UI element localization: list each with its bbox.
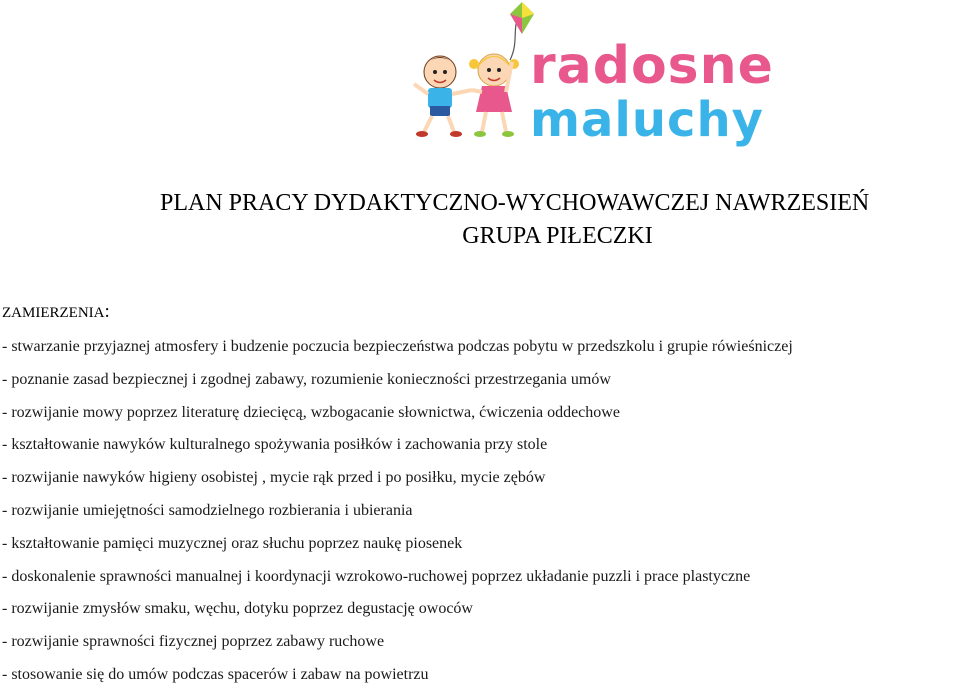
list-item: - rozwijanie mowy poprzez literaturę dziecięcą, wzbogacanie słownictwa, ćwiczenia oddechowe [2, 403, 620, 421]
list-item: - rozwijanie umiejętności samodzielnego rozbierania i ubierania [2, 501, 413, 519]
list-item: - rozwijanie sprawności fizycznej poprzez zabawy ruchowe [2, 633, 385, 651]
document-title: PLAN PRACY DYDAKTYCZNO-WYCHOWAWCZEJ NAWRZESIEŃ [160, 190, 870, 216]
list-item: - poznanie zasad bezpiecznej i zgodnej zabawy, rozumienie konieczności przestrzegania umów [2, 370, 611, 388]
section-heading-label: ZAMIERZENIA [2, 305, 105, 321]
logo-text-maluchy: maluchy [530, 92, 764, 148]
goals-list [2, 335, 793, 696]
list-item: - stosowanie się do umów podczas spacerów i zabaw na powietrzu [2, 665, 429, 683]
boy-icon [414, 56, 472, 137]
kite-icon [510, 2, 534, 34]
group-subtitle: GRUPA PIŁECZKI [462, 223, 653, 249]
list-item: - rozwijanie zmysłów smaku, węchu, dotyku poprzez degustację owoców [2, 600, 473, 618]
list-item: - kształtowanie nawyków kulturalnego spożywania posiłków i zachowania przy stole [2, 436, 548, 454]
list-item: - stwarzanie przyjaznej atmosfery i budzenie poczucia bezpieczeństwa podczas pobytu w przedszkolu i grupie rówieśniczej [2, 338, 793, 355]
list-item: - kształtowanie pamięci muzycznej oraz słuchu poprzez naukę piosenek [2, 534, 463, 552]
list-item: - doskonalenie sprawności manualnej i koordynacji wzrokowo-ruchowej poprzez układanie puzzli i prace plastyczne [2, 567, 751, 585]
list-item: - rozwijanie nawyków higieny osobistej , mycie rąk przed i po posiłku, mycie zębów [2, 469, 546, 487]
logo-text-radosne: radosne [530, 36, 774, 96]
section-heading [2, 301, 110, 324]
section-heading-colon: : [104, 301, 110, 322]
girl-icon [469, 54, 519, 137]
